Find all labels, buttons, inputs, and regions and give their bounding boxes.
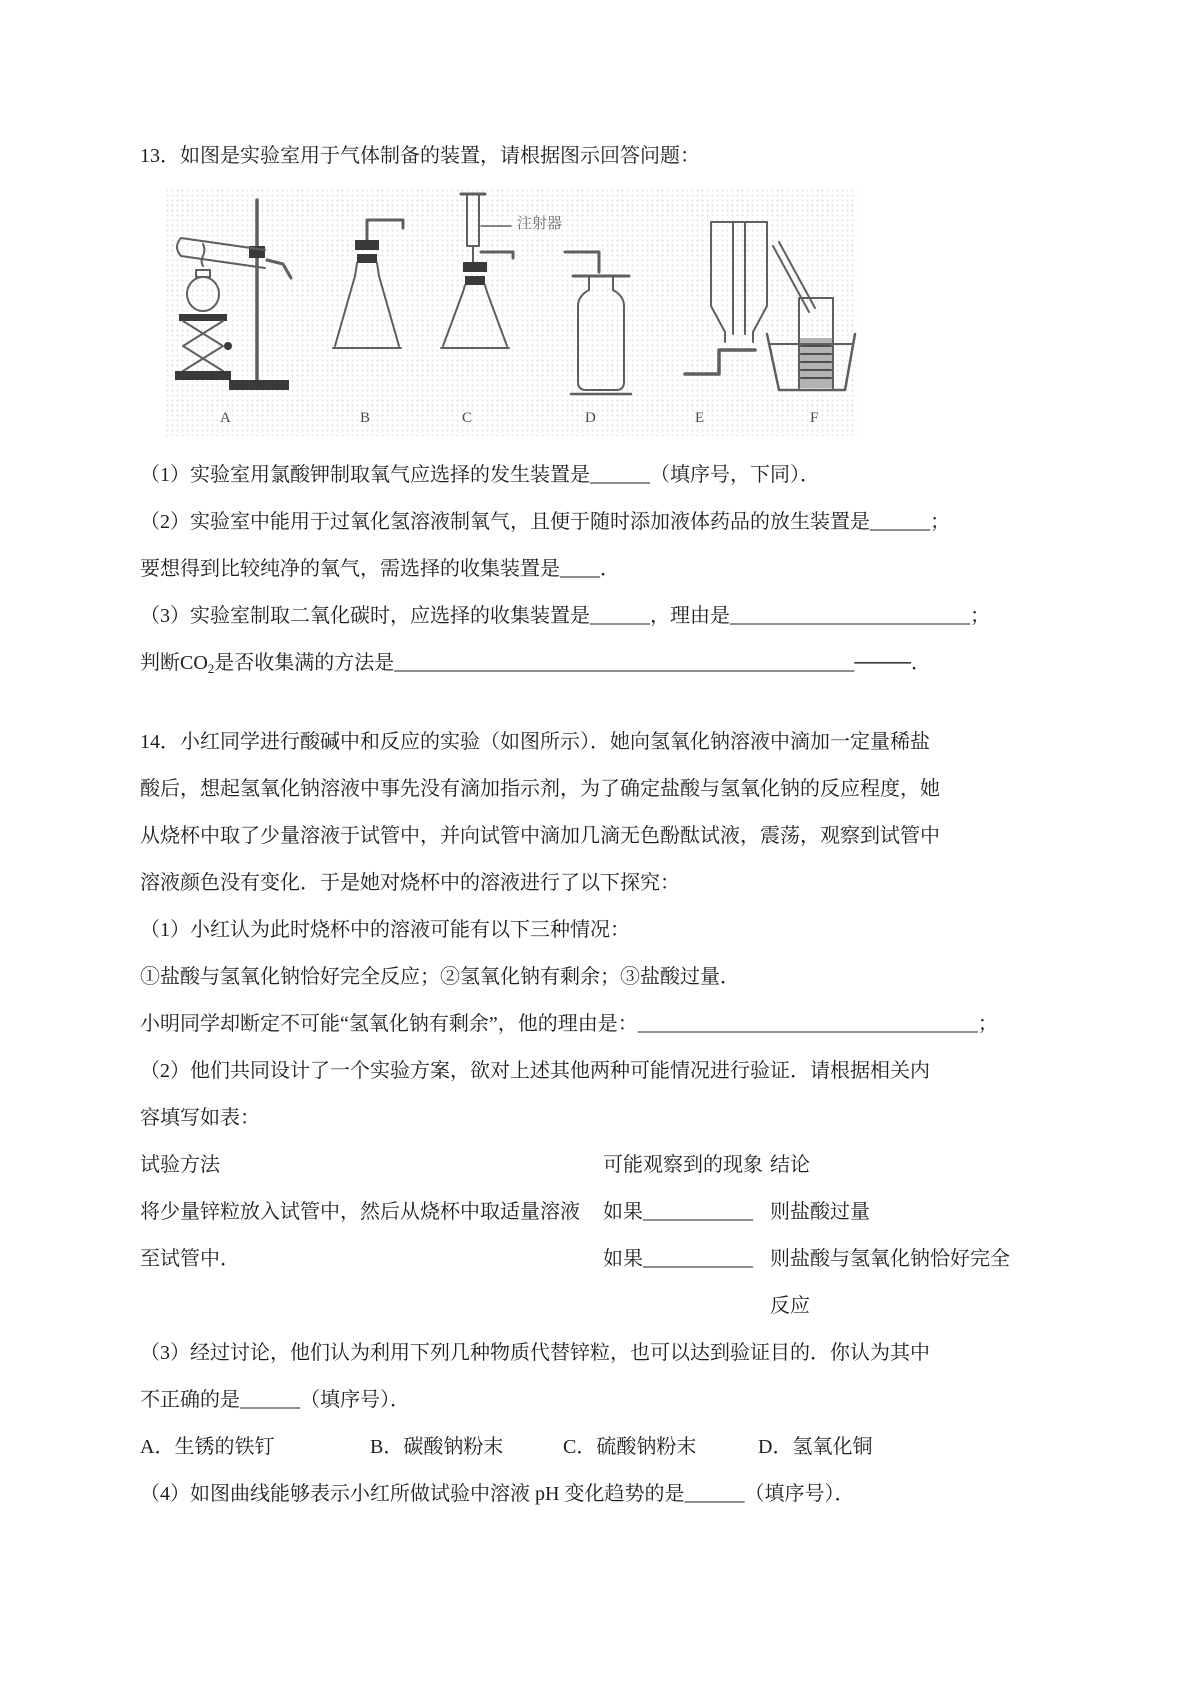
apparatus-a-heating-setup (175, 200, 291, 390)
gas-apparatus-figure (165, 188, 857, 436)
apparatus-label-c: C (462, 410, 473, 426)
question-14 (140, 719, 1040, 1518)
apparatus-label-d: D (585, 410, 596, 426)
q13-part3-line2 (140, 640, 1040, 687)
row2-conclusion: 则盐酸与氢氧化钠恰好完全反应 (770, 1248, 1010, 1317)
q13-part3-line1: （3）实验室制取二氧化碳时，应选择的收集装置是______，理由是________________________； (140, 605, 990, 627)
q14-part1: （1）小红认为此时烧杯中的溶液可能有以下三种情况： (140, 919, 630, 941)
q14-part3-line1: （3）经过讨论，他们认为利用下列几种物质代替锌粒，也可以达到验证目的．你认为其中 (140, 1342, 930, 1364)
apparatus-c-flask-syringe (441, 194, 513, 348)
header-conclusion: 结论 (770, 1154, 810, 1176)
header-method: 试验方法 (140, 1154, 220, 1176)
apparatus-b-flask (333, 220, 403, 348)
table-row (140, 1189, 1040, 1236)
options-row (140, 1424, 1040, 1471)
q14-intro-line4: 溶液颜色没有变化．于是她对烧杯中的溶液进行了以下探究： (140, 872, 680, 894)
table-row (140, 1236, 1040, 1330)
question-13 (140, 133, 1040, 687)
q13-intro: 13．如图是实验室用于气体制备的装置，请根据图示回答问题： (140, 145, 700, 167)
apparatus-diagram (165, 188, 857, 406)
q14-part4: （4）如图曲线能够表示小红所做试验中溶液 pH 变化趋势的是______（填序号）． (140, 1483, 855, 1505)
q14-part2-line2: 容填写如表： (140, 1107, 260, 1129)
q13-part2-line1: （2）实验室中能用于过氧化氢溶液制氧气，且便于随时添加液体药品的放生装置是______； (140, 511, 950, 533)
apparatus-label-f: F (810, 410, 819, 426)
apparatus-e-inverted-bottle (685, 222, 767, 374)
option-b: B．碳酸钠粉末 (370, 1436, 504, 1458)
apparatus-label-e: E (695, 410, 705, 426)
apparatus-d-gas-bottle (565, 252, 631, 394)
co2-subscript: 2 (207, 661, 215, 676)
q14-part3-line2: 不正确的是______（填序号）． (140, 1389, 410, 1411)
q14-part1-cases: ①盐酸与氢氧化钠恰好完全反应；②氢氧化钠有剩余；③盐酸过量． (140, 966, 740, 988)
row1-method: 将少量锌粒放入试管中，然后从烧杯中取适量溶液 (140, 1201, 580, 1223)
q14-part2-line1: （2）他们共同设计了一个实验方案，欲对上述其他两种可能情况进行验证．请根据相关内 (140, 1060, 930, 1082)
option-c: C．硫酸钠粉末 (563, 1436, 697, 1458)
row1-phenomenon: 如果___________ (603, 1201, 753, 1223)
co2-suffix: 是否收集满的方法是______________________________________________────． (214, 652, 931, 674)
co2-prefix: 判断CO (140, 652, 208, 674)
row1-conclusion: 则盐酸过量 (770, 1201, 870, 1223)
row2-method: 至试管中． (140, 1248, 240, 1270)
apparatus-label-b: B (360, 410, 371, 426)
experiment-table (140, 1142, 1040, 1330)
q14-intro-line2: 酸后，想起氢氧化钠溶液中事先没有滴加指示剂，为了确定盐酸与氢氧化钠的反应程度，她 (140, 778, 940, 800)
table-header-row (140, 1142, 1040, 1189)
q14-intro-line1: 14．小红同学进行酸碱中和反应的实验（如图所示）．她向氢氧化钠溶液中滴加一定量稀盐 (140, 731, 930, 753)
header-phenomenon: 可能观察到的现象 (603, 1154, 763, 1176)
q14-intro-line3: 从烧杯中取了少量溶液于试管中，并向试管中滴加几滴无色酚酞试液，震荡，观察到试管中 (140, 825, 940, 847)
q13-part1: （1）实验室用氯酸钾制取氧气应选择的发生装置是______（填序号，下同）． (140, 464, 820, 486)
q13-part2-line2: 要想得到比较纯净的氧气，需选择的收集装置是____． (140, 558, 620, 580)
option-a: A．生锈的铁钉 (140, 1436, 275, 1458)
syringe-annotation: 注射器 (517, 216, 563, 232)
apparatus-label-a: A (220, 410, 231, 426)
q14-xiaoming-claim: 小明同学却断定不可能“氢氧化钠有剩余”，他的理由是：__________________________________； (140, 1013, 998, 1035)
row2-phenomenon: 如果___________ (603, 1248, 753, 1270)
option-d: D．氢氧化铜 (758, 1436, 873, 1458)
apparatus-f-water-trough (767, 242, 855, 390)
